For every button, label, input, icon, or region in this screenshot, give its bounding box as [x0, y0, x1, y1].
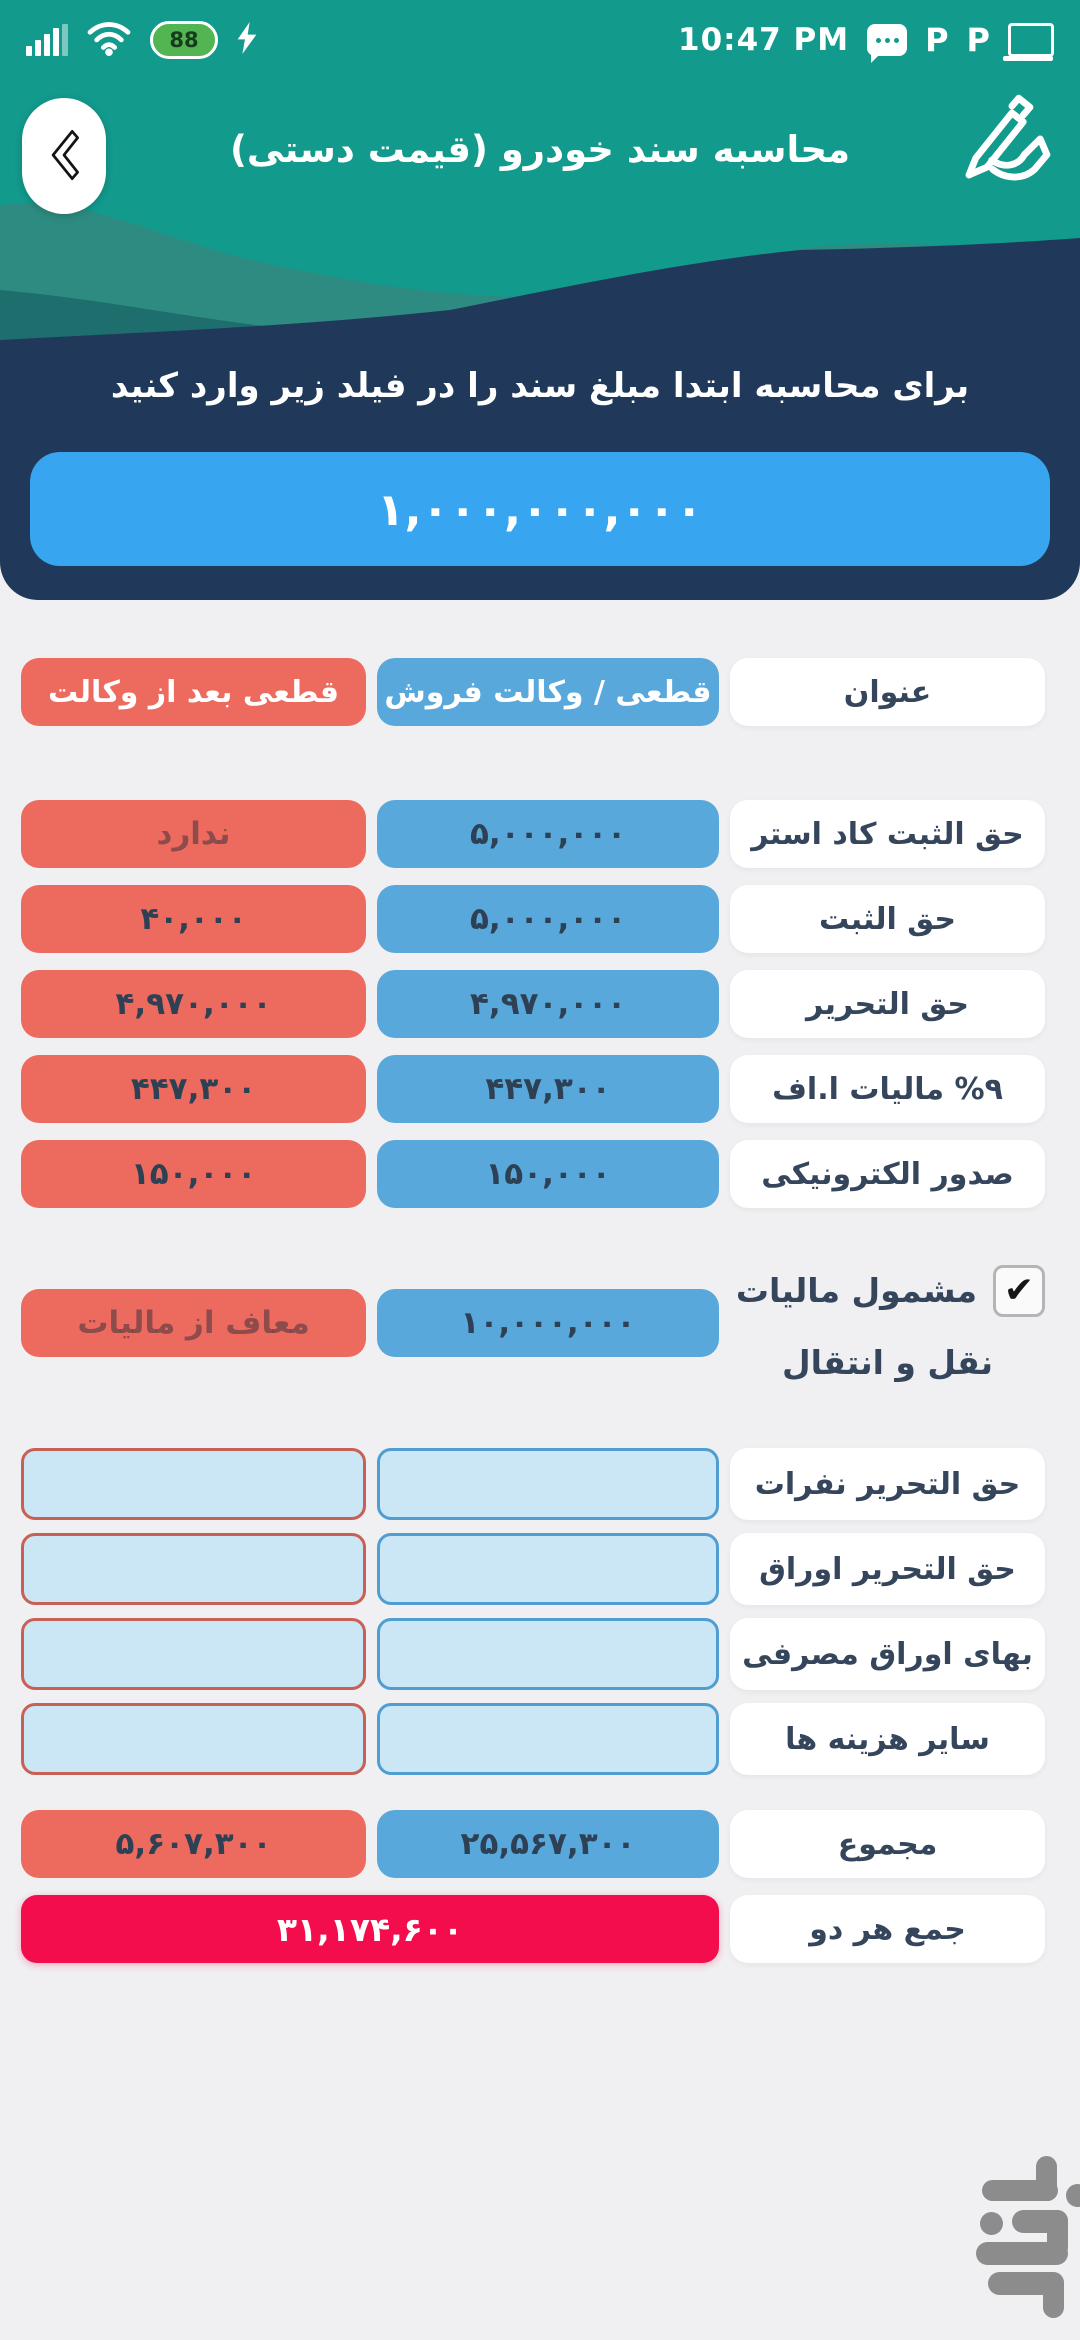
input-row-drafting-papers	[0, 1533, 1080, 1605]
fee-value-after: ۴۰,۰۰۰	[140, 901, 247, 937]
input-row-label: حق التحریر نفرات	[730, 1448, 1045, 1520]
fee-row-electronic-issue	[0, 1140, 1080, 1208]
back-button[interactable]	[22, 98, 106, 214]
grand-total-row	[0, 1895, 1080, 1963]
app-notification-icon-p1: P	[925, 21, 949, 59]
input-row-label: سایر هزینه ها	[730, 1703, 1045, 1775]
fee-label: %۹ مالیات ا.اف	[730, 1055, 1045, 1123]
status-right	[26, 19, 258, 61]
battery-percent: 88	[169, 28, 199, 52]
transfer-tax-label-line1: مشمول مالیات	[735, 1271, 977, 1310]
input-row-label: بهای اوراق مصرفی	[730, 1618, 1045, 1690]
total-definite: ۲۵,۵۶۷,۳۰۰	[460, 1826, 636, 1862]
clock: 10:47 PM	[678, 22, 850, 58]
fee-row-cadastre	[0, 800, 1080, 868]
other-costs-after-input[interactable]	[21, 1703, 366, 1775]
column-header-after-power: قطعی بعد از وکالت	[21, 658, 366, 726]
consumable-papers-after-input[interactable]	[21, 1618, 366, 1690]
back-chevron-icon	[44, 124, 84, 189]
table-header-row	[0, 658, 1080, 726]
drafting-papers-definite-input[interactable]	[377, 1533, 719, 1605]
fee-value-definite: ۱۵۰,۰۰۰	[485, 1156, 611, 1192]
fee-value-after: ۱۵۰,۰۰۰	[130, 1156, 257, 1192]
transfer-tax-checkbox[interactable]: ✔	[993, 1265, 1045, 1317]
grand-total-label: جمع هر دو	[730, 1895, 1045, 1963]
battery-indicator	[150, 21, 218, 59]
fee-row-drafting	[0, 970, 1080, 1038]
consumable-papers-definite-input[interactable]	[377, 1618, 719, 1690]
instruction-text: برای محاسبه ابتدا مبلغ سند را در فیلد زیر وارد کنید	[110, 366, 970, 406]
column-header-title: عنوان	[730, 658, 1045, 726]
fee-label: حق التحریر	[730, 970, 1045, 1038]
wifi-icon	[86, 19, 132, 61]
status-left	[678, 21, 1054, 59]
fee-value-definite: ۴,۹۷۰,۰۰۰	[470, 986, 626, 1022]
bazaar-watermark-logo	[974, 2154, 1080, 2318]
transfer-tax-value-definite: ۱۰,۰۰۰,۰۰۰	[460, 1305, 636, 1341]
fee-label: صدور الکترونیکی	[730, 1140, 1045, 1208]
input-row-consumable-papers	[0, 1618, 1080, 1690]
fee-row-registration	[0, 885, 1080, 953]
input-row-label: حق التحریر اوراق	[730, 1533, 1045, 1605]
app-notification-icon-p2: P	[966, 21, 990, 59]
drafting-papers-after-input[interactable]	[21, 1533, 366, 1605]
fee-label: حق الثبت کاد استر	[730, 800, 1045, 868]
total-row	[0, 1810, 1080, 1878]
grand-total-card	[21, 1895, 719, 1963]
fee-label: حق الثبت	[730, 885, 1045, 953]
input-row-drafting-persons	[0, 1448, 1080, 1520]
transfer-tax-value-after: معاف از مالیات	[77, 1305, 310, 1341]
chat-notification-icon	[867, 24, 907, 56]
transfer-tax-label-line2: نقل و انتقال	[781, 1342, 994, 1382]
cell-signal-icon	[26, 24, 68, 56]
hero-panel	[0, 0, 1080, 600]
document-amount-input[interactable]	[30, 452, 1050, 566]
drafting-persons-definite-input[interactable]	[377, 1448, 719, 1520]
column-header-definite: قطعی / وکالت فروش	[377, 658, 719, 726]
input-row-other-costs	[0, 1703, 1080, 1775]
status-bar	[0, 0, 1080, 70]
page-title: محاسبه سند خودرو (قیمت دستی)	[230, 128, 850, 171]
total-label: مجموع	[730, 1810, 1045, 1878]
fee-value-after: ندارد	[156, 816, 231, 852]
drafting-persons-after-input[interactable]	[21, 1448, 366, 1520]
grand-total-value: ۳۱,۱۷۴,۶۰۰	[276, 1909, 464, 1949]
transfer-tax-label	[730, 1248, 1045, 1398]
transfer-tax-row	[0, 1248, 1080, 1398]
charging-bolt-icon	[236, 22, 258, 58]
fee-value-after: ۴۴۷,۳۰۰	[130, 1071, 257, 1107]
laptop-notification-icon	[1008, 23, 1054, 57]
other-costs-definite-input[interactable]	[377, 1703, 719, 1775]
fee-value-definite: ۵,۰۰۰,۰۰۰	[470, 901, 626, 937]
total-after: ۵,۶۰۷,۳۰۰	[115, 1826, 272, 1862]
fee-row-vat	[0, 1055, 1080, 1123]
fee-value-definite: ۴۴۷,۳۰۰	[485, 1071, 611, 1107]
fee-value-after: ۴,۹۷۰,۰۰۰	[115, 986, 272, 1022]
writing-hand-icon	[952, 92, 1056, 192]
fee-value-definite: ۵,۰۰۰,۰۰۰	[470, 816, 626, 852]
